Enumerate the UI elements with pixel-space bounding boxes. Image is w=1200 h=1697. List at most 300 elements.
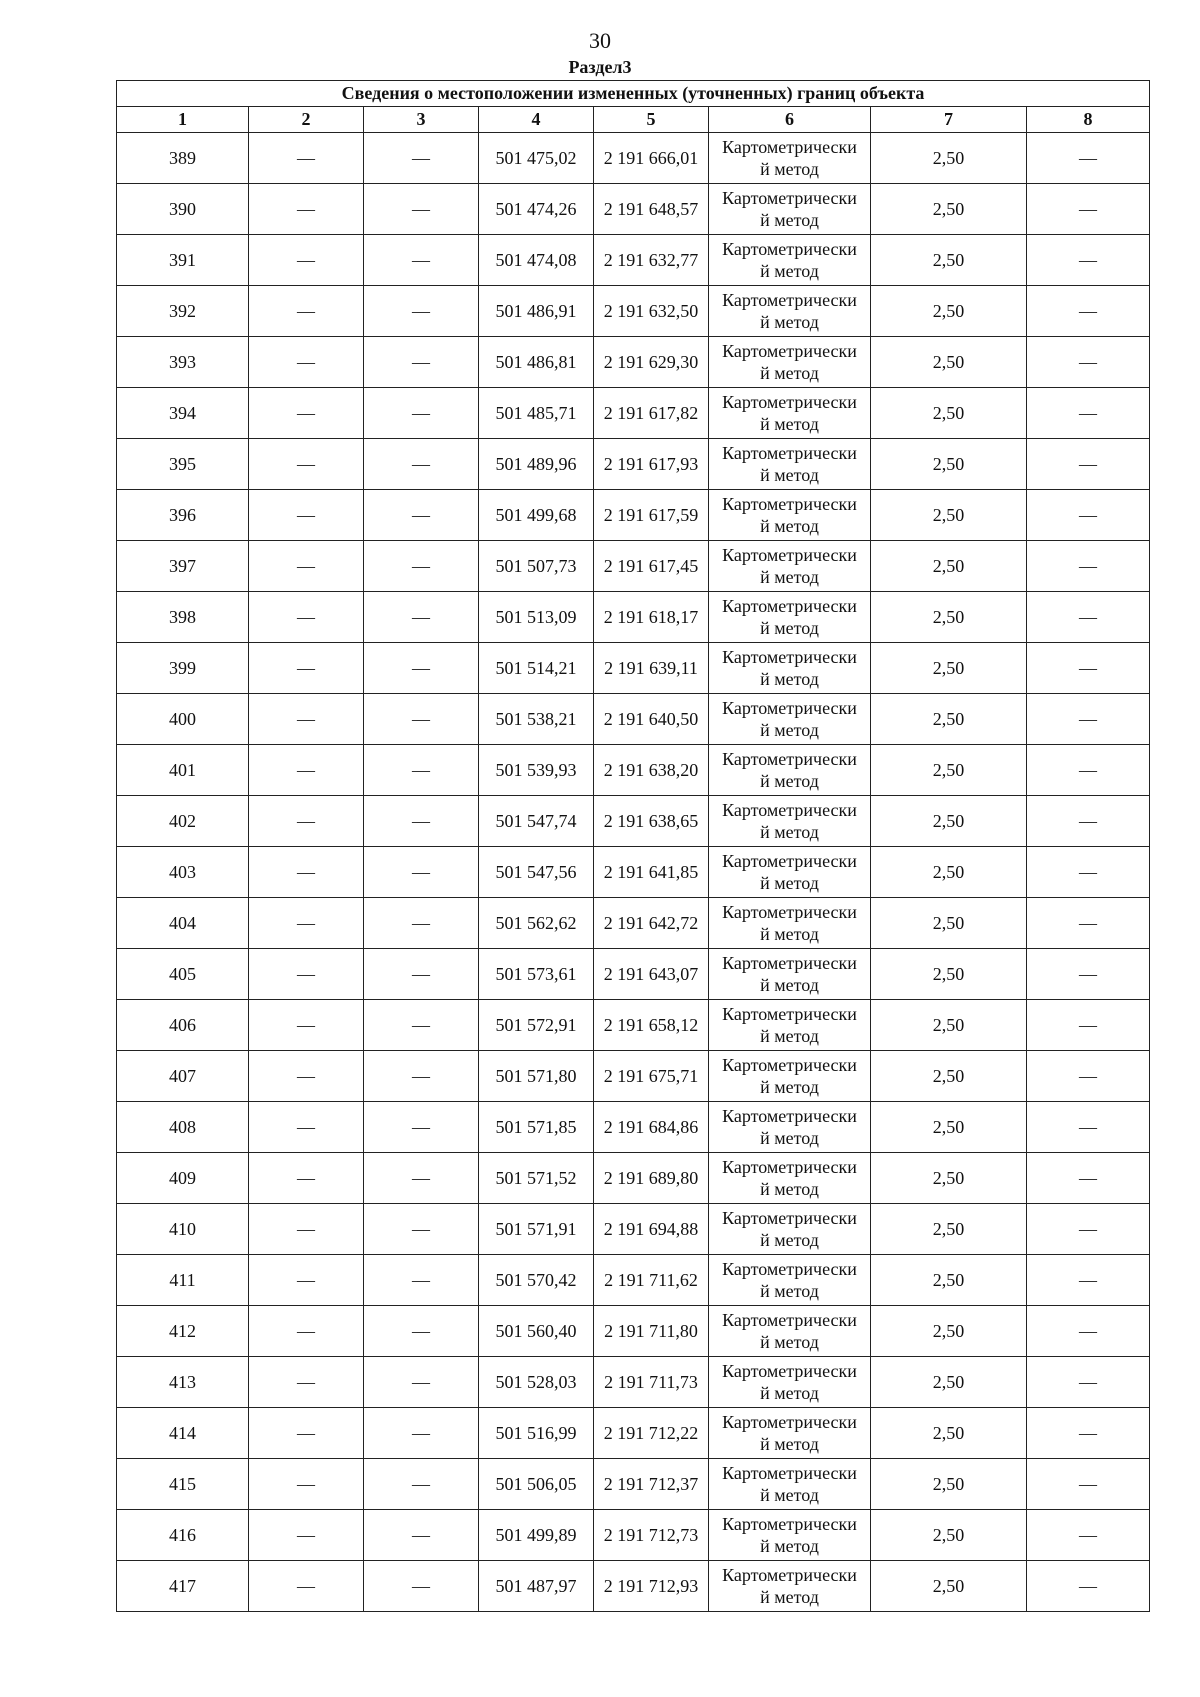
column-8-cell: — [1027, 1153, 1150, 1204]
accuracy-cell: 2,50 [871, 592, 1027, 643]
column-2-cell: — [249, 1510, 364, 1561]
column-2-cell: — [249, 286, 364, 337]
column-3-cell: — [364, 439, 479, 490]
column-3-cell: — [364, 1255, 479, 1306]
x-coordinate-cell: 501 513,09 [479, 592, 594, 643]
x-coordinate-cell: 501 506,05 [479, 1459, 594, 1510]
method-cell [709, 1102, 871, 1153]
method-cell [709, 184, 871, 235]
column-2-cell: — [249, 235, 364, 286]
accuracy-cell: 2,50 [871, 1000, 1027, 1051]
method-cell [709, 1561, 871, 1612]
column-2-cell: — [249, 1357, 364, 1408]
method-line-1: Картометрически [722, 341, 857, 361]
point-number-cell: 393 [117, 337, 249, 388]
table-row [117, 1204, 1150, 1255]
column-3-cell: — [364, 643, 479, 694]
method-line-2: й метод [760, 822, 819, 842]
method-line-2: й метод [760, 1026, 819, 1046]
x-coordinate-cell: 501 514,21 [479, 643, 594, 694]
method-cell [709, 1459, 871, 1510]
accuracy-cell: 2,50 [871, 541, 1027, 592]
column-number-5: 5 [594, 107, 709, 133]
column-3-cell: — [364, 745, 479, 796]
column-3-cell: — [364, 1051, 479, 1102]
method-cell [709, 643, 871, 694]
method-cell [709, 592, 871, 643]
method-cell [709, 286, 871, 337]
column-3-cell: — [364, 1357, 479, 1408]
table-row [117, 1510, 1150, 1561]
section-title: Раздел3 [568, 57, 632, 77]
column-number-2: 2 [249, 107, 364, 133]
point-number-cell: 401 [117, 745, 249, 796]
column-2-cell: — [249, 1204, 364, 1255]
accuracy-cell: 2,50 [871, 949, 1027, 1000]
column-8-cell: — [1027, 388, 1150, 439]
column-8-cell: — [1027, 541, 1150, 592]
column-3-cell: — [364, 1561, 479, 1612]
method-line-2: й метод [760, 1128, 819, 1148]
accuracy-cell: 2,50 [871, 1102, 1027, 1153]
column-8-cell: — [1027, 184, 1150, 235]
x-coordinate-cell: 501 572,91 [479, 1000, 594, 1051]
column-number-6: 6 [709, 107, 871, 133]
point-number-cell: 409 [117, 1153, 249, 1204]
method-line-2: й метод [760, 516, 819, 536]
column-number-row [117, 107, 1150, 133]
method-line-1: Картометрически [722, 545, 857, 565]
method-line-1: Картометрически [722, 800, 857, 820]
y-coordinate-cell: 2 191 617,45 [594, 541, 709, 592]
point-number-cell: 389 [117, 133, 249, 184]
point-number-cell: 397 [117, 541, 249, 592]
point-number-cell: 410 [117, 1204, 249, 1255]
table-row [117, 133, 1150, 184]
accuracy-cell: 2,50 [871, 745, 1027, 796]
y-coordinate-cell: 2 191 632,50 [594, 286, 709, 337]
method-line-1: Картометрически [722, 1412, 857, 1432]
method-line-2: й метод [760, 159, 819, 179]
column-2-cell: — [249, 388, 364, 439]
column-2-cell: — [249, 490, 364, 541]
method-line-1: Картометрически [722, 1361, 857, 1381]
method-line-1: Картометрически [722, 1463, 857, 1483]
column-3-cell: — [364, 1510, 479, 1561]
method-line-2: й метод [760, 1536, 819, 1556]
table-row [117, 439, 1150, 490]
table-caption: Сведения о местоположении измененных (уточненных) границ объекта [117, 81, 1150, 107]
x-coordinate-cell: 501 474,26 [479, 184, 594, 235]
x-coordinate-cell: 501 474,08 [479, 235, 594, 286]
accuracy-cell: 2,50 [871, 490, 1027, 541]
table-row [117, 1000, 1150, 1051]
table-row [117, 1153, 1150, 1204]
column-2-cell: — [249, 337, 364, 388]
point-number-cell: 414 [117, 1408, 249, 1459]
column-8-cell: — [1027, 337, 1150, 388]
column-8-cell: — [1027, 1204, 1150, 1255]
method-line-2: й метод [760, 1485, 819, 1505]
y-coordinate-cell: 2 191 643,07 [594, 949, 709, 1000]
y-coordinate-cell: 2 191 711,80 [594, 1306, 709, 1357]
method-line-2: й метод [760, 720, 819, 740]
column-2-cell: — [249, 1051, 364, 1102]
method-cell [709, 541, 871, 592]
table-row [117, 796, 1150, 847]
y-coordinate-cell: 2 191 675,71 [594, 1051, 709, 1102]
point-number-cell: 413 [117, 1357, 249, 1408]
table-row [117, 286, 1150, 337]
point-number-cell: 406 [117, 1000, 249, 1051]
column-3-cell: — [364, 1459, 479, 1510]
point-number-cell: 411 [117, 1255, 249, 1306]
method-line-1: Картометрически [722, 137, 857, 157]
method-line-1: Картометрически [722, 953, 857, 973]
column-8-cell: — [1027, 1408, 1150, 1459]
point-number-cell: 408 [117, 1102, 249, 1153]
column-3-cell: — [364, 796, 479, 847]
column-8-cell: — [1027, 745, 1150, 796]
method-line-1: Картометрически [722, 1157, 857, 1177]
column-3-cell: — [364, 898, 479, 949]
point-number-cell: 417 [117, 1561, 249, 1612]
accuracy-cell: 2,50 [871, 1357, 1027, 1408]
table-row [117, 388, 1150, 439]
method-line-2: й метод [760, 873, 819, 893]
x-coordinate-cell: 501 516,99 [479, 1408, 594, 1459]
method-line-2: й метод [760, 1230, 819, 1250]
method-cell [709, 439, 871, 490]
point-number-cell: 396 [117, 490, 249, 541]
table-row [117, 1357, 1150, 1408]
y-coordinate-cell: 2 191 711,73 [594, 1357, 709, 1408]
method-line-1: Картометрически [722, 596, 857, 616]
column-number-3: 3 [364, 107, 479, 133]
method-cell [709, 1357, 871, 1408]
method-cell [709, 1204, 871, 1255]
point-number-cell: 398 [117, 592, 249, 643]
point-number-cell: 390 [117, 184, 249, 235]
column-8-cell: — [1027, 439, 1150, 490]
method-cell [709, 1306, 871, 1357]
table-body [117, 133, 1150, 1612]
y-coordinate-cell: 2 191 638,20 [594, 745, 709, 796]
column-3-cell: — [364, 1408, 479, 1459]
x-coordinate-cell: 501 571,80 [479, 1051, 594, 1102]
table-row [117, 337, 1150, 388]
method-cell [709, 1255, 871, 1306]
column-8-cell: — [1027, 490, 1150, 541]
table-row [117, 694, 1150, 745]
method-line-2: й метод [760, 924, 819, 944]
method-cell [709, 694, 871, 745]
column-2-cell: — [249, 898, 364, 949]
method-line-1: Картометрически [722, 494, 857, 514]
point-number-cell: 403 [117, 847, 249, 898]
column-3-cell: — [364, 1204, 479, 1255]
table-row [117, 592, 1150, 643]
column-2-cell: — [249, 1459, 364, 1510]
column-3-cell: — [364, 490, 479, 541]
accuracy-cell: 2,50 [871, 184, 1027, 235]
method-line-2: й метод [760, 312, 819, 332]
accuracy-cell: 2,50 [871, 1306, 1027, 1357]
x-coordinate-cell: 501 499,68 [479, 490, 594, 541]
column-2-cell: — [249, 1102, 364, 1153]
method-line-1: Картометрически [722, 647, 857, 667]
table-row [117, 1051, 1150, 1102]
y-coordinate-cell: 2 191 712,22 [594, 1408, 709, 1459]
method-line-1: Картометрически [722, 749, 857, 769]
method-line-1: Картометрически [722, 1310, 857, 1330]
accuracy-cell: 2,50 [871, 796, 1027, 847]
column-2-cell: — [249, 643, 364, 694]
column-8-cell: — [1027, 286, 1150, 337]
column-2-cell: — [249, 1255, 364, 1306]
x-coordinate-cell: 501 507,73 [479, 541, 594, 592]
method-cell [709, 1153, 871, 1204]
column-8-cell: — [1027, 1459, 1150, 1510]
method-line-1: Картометрически [722, 1208, 857, 1228]
table-row [117, 1561, 1150, 1612]
point-number-cell: 394 [117, 388, 249, 439]
point-number-cell: 402 [117, 796, 249, 847]
column-3-cell: — [364, 235, 479, 286]
x-coordinate-cell: 501 547,56 [479, 847, 594, 898]
point-number-cell: 407 [117, 1051, 249, 1102]
column-2-cell: — [249, 796, 364, 847]
method-line-2: й метод [760, 618, 819, 638]
point-number-cell: 416 [117, 1510, 249, 1561]
method-line-1: Картометрически [722, 851, 857, 871]
y-coordinate-cell: 2 191 638,65 [594, 796, 709, 847]
x-coordinate-cell: 501 485,71 [479, 388, 594, 439]
column-number-4: 4 [479, 107, 594, 133]
column-2-cell: — [249, 1000, 364, 1051]
method-line-2: й метод [760, 363, 819, 383]
x-coordinate-cell: 501 571,85 [479, 1102, 594, 1153]
column-number-8: 8 [1027, 107, 1150, 133]
y-coordinate-cell: 2 191 684,86 [594, 1102, 709, 1153]
point-number-cell: 399 [117, 643, 249, 694]
method-line-1: Картометрически [722, 698, 857, 718]
accuracy-cell: 2,50 [871, 1204, 1027, 1255]
y-coordinate-cell: 2 191 629,30 [594, 337, 709, 388]
table-row [117, 949, 1150, 1000]
point-number-cell: 412 [117, 1306, 249, 1357]
accuracy-cell: 2,50 [871, 1255, 1027, 1306]
table-row [117, 541, 1150, 592]
point-number-cell: 400 [117, 694, 249, 745]
accuracy-cell: 2,50 [871, 1051, 1027, 1102]
column-8-cell: — [1027, 592, 1150, 643]
method-line-2: й метод [760, 669, 819, 689]
column-3-cell: — [364, 1153, 479, 1204]
accuracy-cell: 2,50 [871, 847, 1027, 898]
y-coordinate-cell: 2 191 712,73 [594, 1510, 709, 1561]
column-3-cell: — [364, 694, 479, 745]
column-8-cell: — [1027, 1000, 1150, 1051]
y-coordinate-cell: 2 191 689,80 [594, 1153, 709, 1204]
method-cell [709, 745, 871, 796]
column-8-cell: — [1027, 1357, 1150, 1408]
x-coordinate-cell: 501 560,40 [479, 1306, 594, 1357]
column-3-cell: — [364, 949, 479, 1000]
accuracy-cell: 2,50 [871, 1408, 1027, 1459]
column-8-cell: — [1027, 898, 1150, 949]
method-cell [709, 337, 871, 388]
column-8-cell: — [1027, 1255, 1150, 1306]
method-line-2: й метод [760, 1281, 819, 1301]
x-coordinate-cell: 501 538,21 [479, 694, 594, 745]
y-coordinate-cell: 2 191 711,62 [594, 1255, 709, 1306]
x-coordinate-cell: 501 489,96 [479, 439, 594, 490]
method-cell [709, 1510, 871, 1561]
x-coordinate-cell: 501 570,42 [479, 1255, 594, 1306]
y-coordinate-cell: 2 191 617,82 [594, 388, 709, 439]
column-8-cell: — [1027, 133, 1150, 184]
table-row [117, 1459, 1150, 1510]
column-2-cell: — [249, 694, 364, 745]
table-row [117, 643, 1150, 694]
column-2-cell: — [249, 592, 364, 643]
method-line-1: Картометрически [722, 1259, 857, 1279]
method-line-2: й метод [760, 1179, 819, 1199]
y-coordinate-cell: 2 191 617,93 [594, 439, 709, 490]
method-line-2: й метод [760, 210, 819, 230]
method-line-1: Картометрически [722, 188, 857, 208]
accuracy-cell: 2,50 [871, 235, 1027, 286]
method-line-2: й метод [760, 261, 819, 281]
point-number-cell: 404 [117, 898, 249, 949]
method-line-1: Картометрически [722, 1106, 857, 1126]
column-number-7: 7 [871, 107, 1027, 133]
method-line-2: й метод [760, 1434, 819, 1454]
point-number-cell: 415 [117, 1459, 249, 1510]
column-3-cell: — [364, 541, 479, 592]
method-cell [709, 235, 871, 286]
table-row [117, 184, 1150, 235]
y-coordinate-cell: 2 191 666,01 [594, 133, 709, 184]
x-coordinate-cell: 501 571,91 [479, 1204, 594, 1255]
method-line-2: й метод [760, 465, 819, 485]
method-line-1: Картометрически [722, 239, 857, 259]
y-coordinate-cell: 2 191 642,72 [594, 898, 709, 949]
column-3-cell: — [364, 1000, 479, 1051]
method-cell [709, 898, 871, 949]
column-8-cell: — [1027, 1306, 1150, 1357]
method-line-2: й метод [760, 1587, 819, 1607]
method-cell [709, 949, 871, 1000]
column-8-cell: — [1027, 1102, 1150, 1153]
y-coordinate-cell: 2 191 641,85 [594, 847, 709, 898]
method-line-2: й метод [760, 771, 819, 791]
column-8-cell: — [1027, 1510, 1150, 1561]
method-cell [709, 490, 871, 541]
method-line-1: Картометрически [722, 443, 857, 463]
column-2-cell: — [249, 1153, 364, 1204]
column-3-cell: — [364, 286, 479, 337]
accuracy-cell: 2,50 [871, 1153, 1027, 1204]
table-row [117, 898, 1150, 949]
method-line-2: й метод [760, 1077, 819, 1097]
method-cell [709, 1051, 871, 1102]
x-coordinate-cell: 501 571,52 [479, 1153, 594, 1204]
method-line-2: й метод [760, 414, 819, 434]
accuracy-cell: 2,50 [871, 1510, 1027, 1561]
x-coordinate-cell: 501 486,91 [479, 286, 594, 337]
y-coordinate-cell: 2 191 617,59 [594, 490, 709, 541]
accuracy-cell: 2,50 [871, 388, 1027, 439]
column-3-cell: — [364, 592, 479, 643]
column-2-cell: — [249, 1408, 364, 1459]
point-number-cell: 392 [117, 286, 249, 337]
column-8-cell: — [1027, 847, 1150, 898]
method-line-1: Картометрически [722, 1514, 857, 1534]
column-3-cell: — [364, 847, 479, 898]
x-coordinate-cell: 501 487,97 [479, 1561, 594, 1612]
table-row [117, 1306, 1150, 1357]
method-line-2: й метод [760, 567, 819, 587]
column-8-cell: — [1027, 643, 1150, 694]
table-row [117, 1102, 1150, 1153]
method-cell [709, 388, 871, 439]
column-number-1: 1 [117, 107, 249, 133]
method-line-2: й метод [760, 1383, 819, 1403]
y-coordinate-cell: 2 191 648,57 [594, 184, 709, 235]
method-cell [709, 796, 871, 847]
method-cell [709, 847, 871, 898]
column-2-cell: — [249, 541, 364, 592]
accuracy-cell: 2,50 [871, 694, 1027, 745]
accuracy-cell: 2,50 [871, 439, 1027, 490]
column-8-cell: — [1027, 1051, 1150, 1102]
column-3-cell: — [364, 337, 479, 388]
y-coordinate-cell: 2 191 639,11 [594, 643, 709, 694]
column-3-cell: — [364, 133, 479, 184]
table-caption-row [117, 81, 1150, 107]
point-number-cell: 405 [117, 949, 249, 1000]
column-2-cell: — [249, 439, 364, 490]
y-coordinate-cell: 2 191 712,37 [594, 1459, 709, 1510]
x-coordinate-cell: 501 499,89 [479, 1510, 594, 1561]
table-row [117, 1255, 1150, 1306]
point-number-cell: 391 [117, 235, 249, 286]
accuracy-cell: 2,50 [871, 898, 1027, 949]
column-8-cell: — [1027, 235, 1150, 286]
y-coordinate-cell: 2 191 640,50 [594, 694, 709, 745]
column-2-cell: — [249, 745, 364, 796]
y-coordinate-cell: 2 191 658,12 [594, 1000, 709, 1051]
method-line-2: й метод [760, 1332, 819, 1352]
accuracy-cell: 2,50 [871, 133, 1027, 184]
table-row [117, 745, 1150, 796]
method-cell [709, 1408, 871, 1459]
x-coordinate-cell: 501 528,03 [479, 1357, 594, 1408]
point-number-cell: 395 [117, 439, 249, 490]
method-line-1: Картометрически [722, 1565, 857, 1585]
y-coordinate-cell: 2 191 694,88 [594, 1204, 709, 1255]
x-coordinate-cell: 501 486,81 [479, 337, 594, 388]
table-row [117, 490, 1150, 541]
column-3-cell: — [364, 1102, 479, 1153]
method-cell [709, 133, 871, 184]
y-coordinate-cell: 2 191 632,77 [594, 235, 709, 286]
x-coordinate-cell: 501 573,61 [479, 949, 594, 1000]
column-2-cell: — [249, 949, 364, 1000]
column-3-cell: — [364, 1306, 479, 1357]
